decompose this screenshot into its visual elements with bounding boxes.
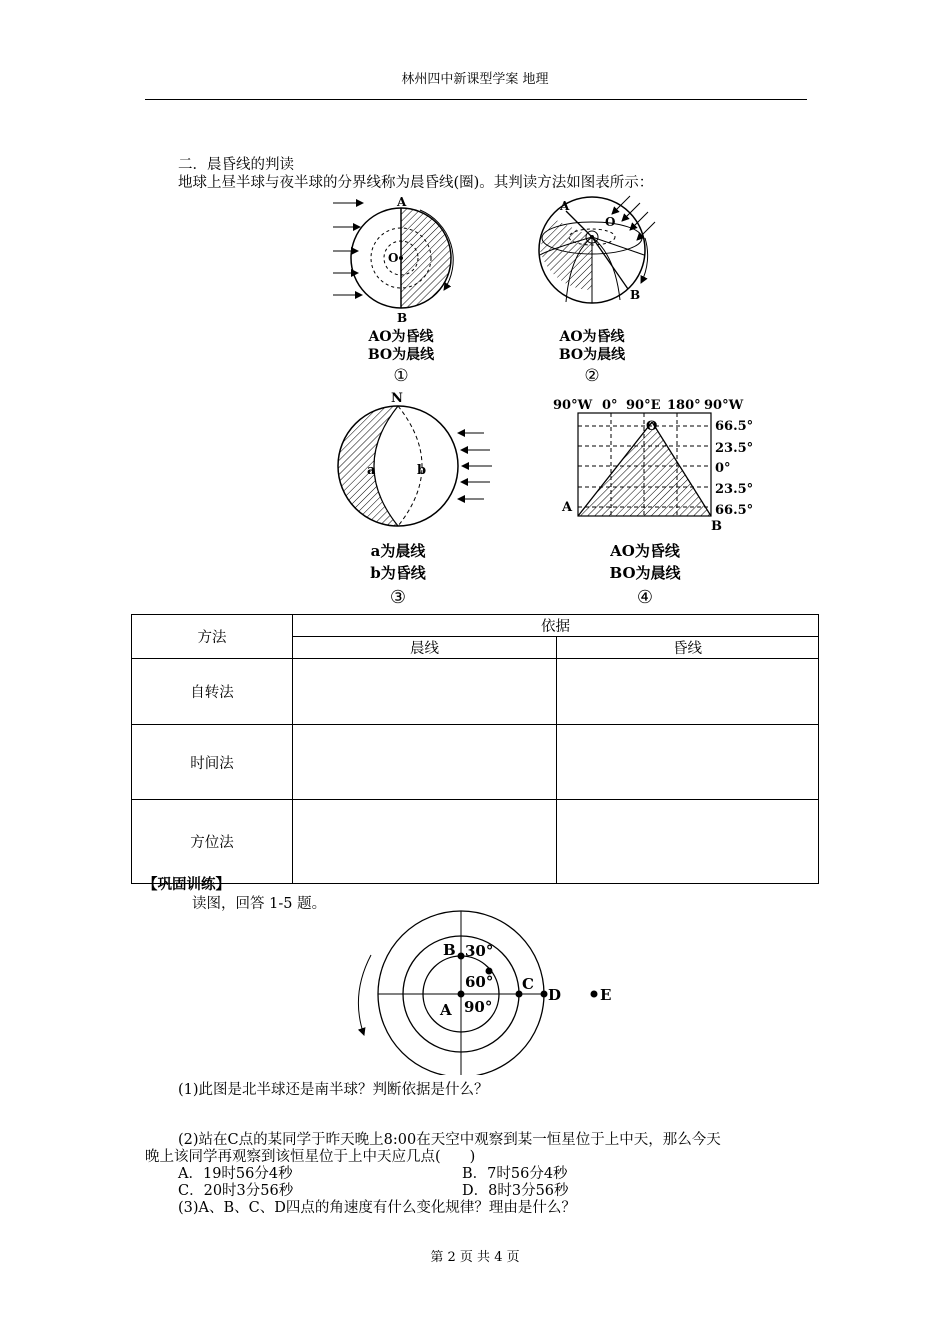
cell-time-dusk[interactable] xyxy=(557,725,819,800)
point-a: A xyxy=(440,1001,452,1019)
cell-direction-dawn[interactable] xyxy=(293,800,557,884)
lat-30: 30° xyxy=(465,942,494,960)
fig3-caption-2: b为昏线 xyxy=(370,564,426,582)
fig4-lon-4: 180° xyxy=(667,398,701,413)
fig4-lon-3: 90°E xyxy=(626,398,661,413)
lat-60: 60° xyxy=(465,973,494,991)
question-3: (3)A、B、C、D四点的角速度有什么变化规律？理由是什么？ xyxy=(178,1200,576,1216)
fig4-label-a: A xyxy=(562,500,573,515)
point-c: C xyxy=(522,975,534,993)
header-basis: 依据 xyxy=(293,615,819,637)
option-b[interactable]: B．7时56分4秒 xyxy=(462,1166,568,1182)
fig3-number: ③ xyxy=(389,587,407,608)
section-intro: 地球上昼半球与夜半球的分界线称为晨昏线(圈)。其判读方法如图表所示： xyxy=(178,175,654,191)
point-d: D xyxy=(548,986,562,1004)
fig2-number: ② xyxy=(584,366,600,386)
fig3-label-b: b xyxy=(417,463,427,478)
point-b: B xyxy=(443,941,456,959)
page-footer: 第 2 页 共 4 页 xyxy=(430,1250,520,1265)
option-c[interactable]: C．20时3分56秒 xyxy=(178,1183,294,1199)
question-2-line-1: (2)站在C点的某同学于昨天晚上8:00在天空中观察到某一恒星位于上中天，那么今天 xyxy=(178,1132,721,1148)
fig3-label-a: a xyxy=(367,463,376,478)
fig1-label-a: A xyxy=(397,195,407,209)
page-header: 林州四中新课型学案 地理 xyxy=(401,72,549,87)
row-time-method: 时间法 xyxy=(132,725,293,800)
option-a[interactable]: A．19时56分4秒 xyxy=(178,1166,293,1182)
header-dusk: 昏线 xyxy=(557,637,819,659)
figure-1 xyxy=(333,195,453,386)
fig1-caption-1: AO为昏线 xyxy=(368,329,434,345)
fig4-lat-2: 23.5° xyxy=(715,441,754,456)
figure-2 xyxy=(539,196,655,386)
question-1: (1)此图是北半球还是南半球？判断依据是什么？ xyxy=(178,1082,489,1098)
fig4-number: ④ xyxy=(636,587,654,608)
fig1-number: ① xyxy=(393,366,409,386)
fig4-lon-5: 90°W xyxy=(704,398,744,413)
fig1-label-b: B xyxy=(397,311,408,325)
fig4-lat-3: 0° xyxy=(715,461,731,476)
question-2-line-2: 晚上该同学再观察到该恒星位于上中天应几点( ) xyxy=(145,1149,476,1165)
terminator-figures xyxy=(0,0,950,610)
fig2-label-a: A xyxy=(560,199,570,213)
fig4-caption-2: BO为晨线 xyxy=(609,564,681,582)
practice-instruction: 读图，回答 1-5 题。 xyxy=(192,896,327,912)
method-table xyxy=(131,614,819,884)
cell-time-dawn[interactable] xyxy=(293,725,557,800)
fig4-caption-1: AO为昏线 xyxy=(610,542,680,560)
fig4-lat-5: 66.5° xyxy=(715,503,754,518)
row-direction-method: 方位法 xyxy=(132,800,293,884)
fig3-label-n: N xyxy=(391,391,403,406)
cell-rotation-dusk[interactable] xyxy=(557,659,819,725)
fig2-label-b: B xyxy=(630,288,641,302)
figure-4 xyxy=(553,398,753,608)
cell-direction-dusk[interactable] xyxy=(557,800,819,884)
fig4-lat-1: 66.5° xyxy=(715,419,754,434)
fig2-caption-1: AO为昏线 xyxy=(559,329,625,345)
fig4-lon-2: 0° xyxy=(602,398,618,413)
practice-title: 【巩固训练】 xyxy=(143,876,230,893)
fig4-label-o: O xyxy=(646,419,658,434)
option-d[interactable]: D．8时3分56秒 xyxy=(462,1183,569,1199)
fig1-caption-2: BO为晨线 xyxy=(367,347,435,363)
fig2-caption-2: BO为晨线 xyxy=(558,347,626,363)
cell-rotation-dawn[interactable] xyxy=(293,659,557,725)
fig4-lon-1: 90°W xyxy=(553,398,593,413)
point-e: E xyxy=(600,986,612,1004)
figure-3 xyxy=(338,391,492,608)
fig2-label-o: O xyxy=(605,215,616,229)
lat-90: 90° xyxy=(464,998,493,1016)
polar-figure xyxy=(0,905,950,1075)
fig4-lat-4: 23.5° xyxy=(715,482,754,497)
section-heading: 二．晨昏线的判读 xyxy=(178,157,294,173)
header-method: 方法 xyxy=(132,615,293,659)
fig1-label-o: O xyxy=(388,251,399,265)
fig3-caption-1: a为晨线 xyxy=(370,542,426,560)
fig4-label-b: B xyxy=(711,519,722,534)
header-dawn: 晨线 xyxy=(293,637,557,659)
row-rotation-method: 自转法 xyxy=(132,659,293,725)
